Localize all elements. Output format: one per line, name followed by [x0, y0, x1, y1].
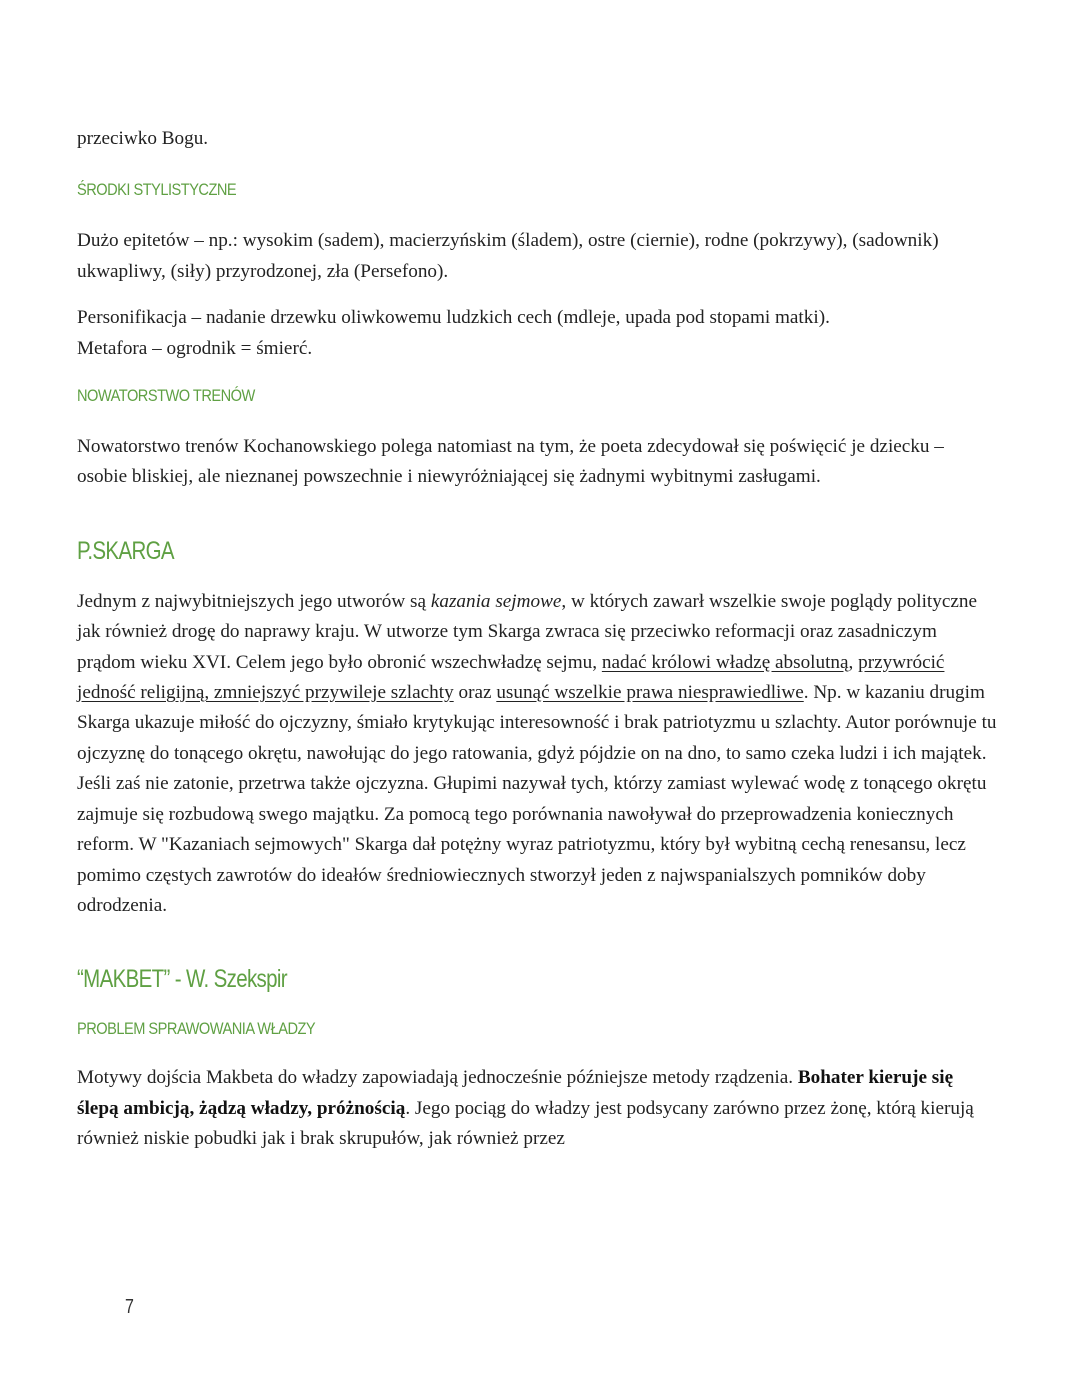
skarga-text-2: , w których zawarł wszelkie swoje poglądy polityczne jak również drogę do naprawy kraju. W utworze tym Skarga zwraca się przeciwko reformacji oraz zasadniczym prądom wieku XVI. Celem jego było obronić wszechwładzę sejmu,: [77, 590, 978, 673]
skarga-paragraph: [77, 587, 997, 921]
srodki-paragraph-2: [77, 303, 997, 364]
section-subtitle-makbet: PROBLEM SPRAWOWANIA WŁADZY: [77, 1019, 316, 1039]
skarga-text-3: ,: [848, 651, 859, 673]
skarga-text-5: . Np. w kazaniu drugim Skarga ukazuje miłość do ojczyzny, śmiało krytykując interesowność i brak patriotyzmu u szlachty. Autor porównuje tu ojczyznę do tonącego okrętu, nawołując do jego ratowania, gdyż pójdzie on na dno, to samo czeka ludzi i ich majątek. Jeśli zaś nie zatonie, przetrwa także ojczyzna. Głupimi nazywał tych, którzy zamiast wylewać wodę z tonącego okrętu zajmuje się rozbudową swego majątku. Za pomocą tego porównania nawoływał do przeprowadzenia koniecznych reform. W "Kazaniach sejmowych" Skarga dał potężny wyraz patriotyzmu, który był wybitną cechą renesansu, lecz pomimo częstych zawrotów do ideałów średniowiecznych stworzył jeden z najwspanialszych pomników doby odrodzenia.: [77, 682, 997, 916]
skarga-underline-3: usunąć wszelkie prawa niesprawiedliwe: [496, 682, 804, 704]
srodki-line-personifikacja: Personifikacja – nadanie drzewku oliwkowemu ludzkich cech (mdleje, upada pod stopami matki).: [77, 307, 830, 329]
makbet-text-1: Motywy dojścia Makbeta do władzy zapowiadają jednocześnie późniejsze metody rządzenia.: [77, 1067, 798, 1089]
makbet-paragraph: [77, 1063, 997, 1154]
srodki-line-metafora: Metafora – ogrodnik = śmierć.: [77, 337, 313, 359]
section-title-skarga: P.SKARGA: [77, 536, 174, 565]
srodki-paragraph-1: Dużo epitetów – np.: wysokim (sadem), macierzyńskim (śladem), ostre (ciernie), rodne (pokrzywy), (sadownik) ukwapliwy, (siły) przyrodzonej, zła (Persefono).: [77, 230, 939, 282]
section-title-nowatorstwo: NOWATORSTWO TRENÓW: [77, 386, 255, 406]
document-page: [77, 124, 997, 1155]
skarga-text-1: Jednym z najwybitniejszych jego utworów są: [77, 590, 431, 612]
page-number: 7: [125, 1296, 134, 1318]
makbet-text-2: . Jego pociąg do władzy jest podsycany zarówno przez żonę, którą kierują również niskie pobudki jak i brak skrupułów, jak również przez: [77, 1097, 974, 1150]
makbet-bold: Bohater kieruje się ślepą ambicją, żądzą władzy, próżnością: [77, 1067, 954, 1119]
section-title-makbet: “MAKBET” - W. Szekspir: [77, 965, 287, 994]
section-title-srodki: ŚRODKI STYLISTYCZNE: [77, 180, 237, 200]
skarga-underline-2: przywrócić jedność religijną, zmniejszyć przywileje szlachty: [77, 651, 945, 704]
skarga-text-4: oraz: [453, 682, 497, 704]
skarga-italic-kazania: kazania sejmowe: [430, 590, 562, 612]
intro-line: przeciwko Bogu.: [77, 128, 209, 149]
skarga-underline-1: nadać królowi władzę absolutną: [601, 651, 849, 673]
nowatorstwo-paragraph: Nowatorstwo trenów Kochanowskiego polega natomiast na tym, że poeta zdecydował się poświęcić je dziecku – osobie bliskiej, ale nieznanej powszechnie i niewyróżniającej się żadnymi wybitnymi zasługami.: [77, 436, 944, 488]
